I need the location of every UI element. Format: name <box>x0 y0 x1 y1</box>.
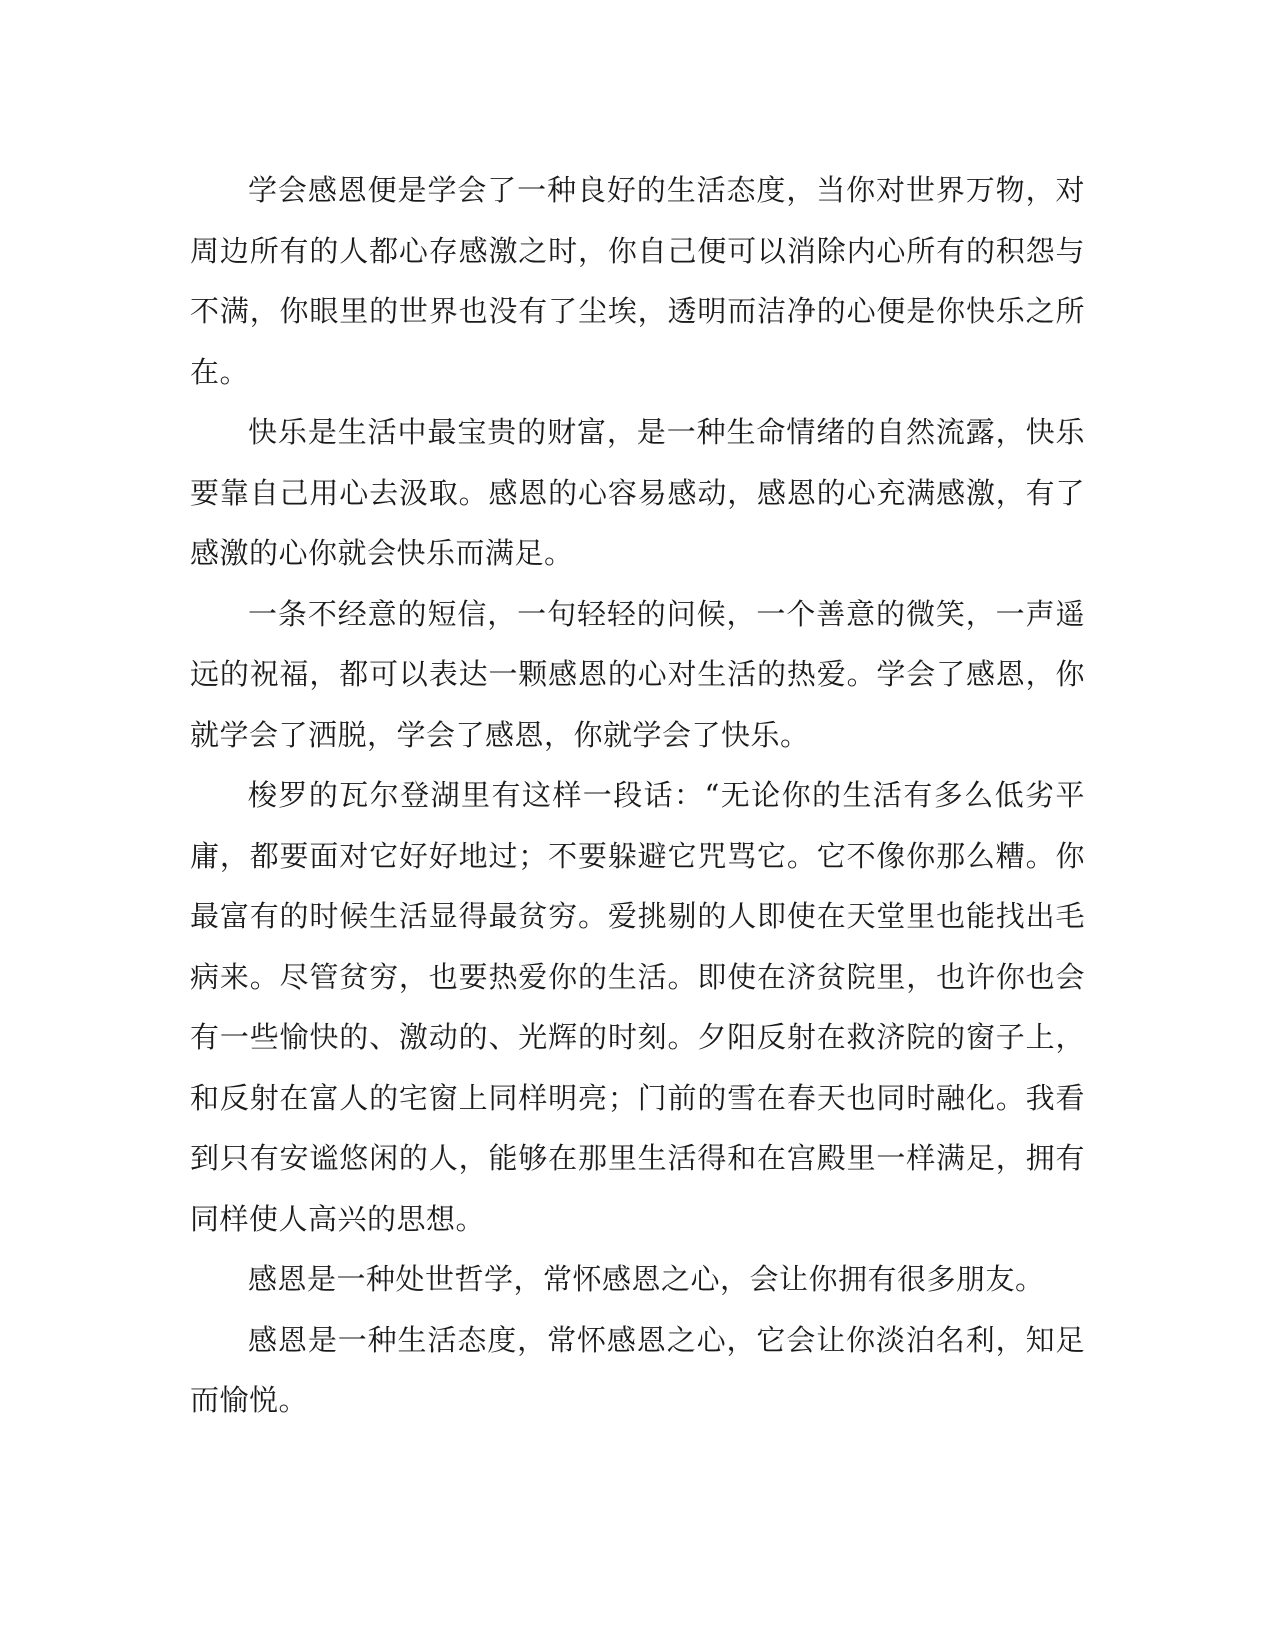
paragraph: 快乐是生活中最宝贵的财富，是一种生命情绪的自然流露，快乐要靠自己用心去汲取。感恩的心容易感动，感恩的心充满感激，有了感激的心你就会快乐而满足。 <box>190 415 1085 570</box>
paragraph: 感恩是一种处世哲学，常怀感恩之心，会让你拥有很多朋友。 <box>248 1262 1045 1296</box>
paragraph: 学会感恩便是学会了一种良好的生活态度，当你对世界万物，对周边所有的人都心存感激之时，你自己便可以消除内心所有的积怨与不满，你眼里的世界也没有了尘埃，透明而洁净的心便是你快乐之所在。 <box>190 173 1085 389</box>
document-body <box>190 160 1085 1431</box>
paragraph: 梭罗的瓦尔登湖里有这样一段话：“无论你的生活有多么低劣平庸，都要面对它好好地过；不要躲避它咒骂它。它不像你那么糟。你最富有的时候生活显得最贫穷。爱挑剔的人即使在天堂里也能找出毛病来。尽管贫穷，也要热爱你的生活。即使在济贫院里，也许你也会有一些愉快的、激动的、光辉的时刻。夕阳反射在救济院的窗子上，和反射在富人的宅窗上同样明亮；门前的雪在春天也同时融化。我看到只有安谧悠闲的人，能够在那里生活得和在宫殿里一样满足，拥有同样使人高兴的思想。 <box>190 778 1085 1236</box>
paragraph: 感恩是一种生活态度，常怀感恩之心，它会让你淡泊名利，知足而愉悦。 <box>190 1322 1085 1417</box>
paragraph: 一条不经意的短信，一句轻轻的问候，一个善意的微笑，一声遥远的祝福，都可以表达一颗感恩的心对生活的热爱。学会了感恩，你就学会了洒脱，学会了感恩，你就学会了快乐。 <box>190 596 1085 752</box>
